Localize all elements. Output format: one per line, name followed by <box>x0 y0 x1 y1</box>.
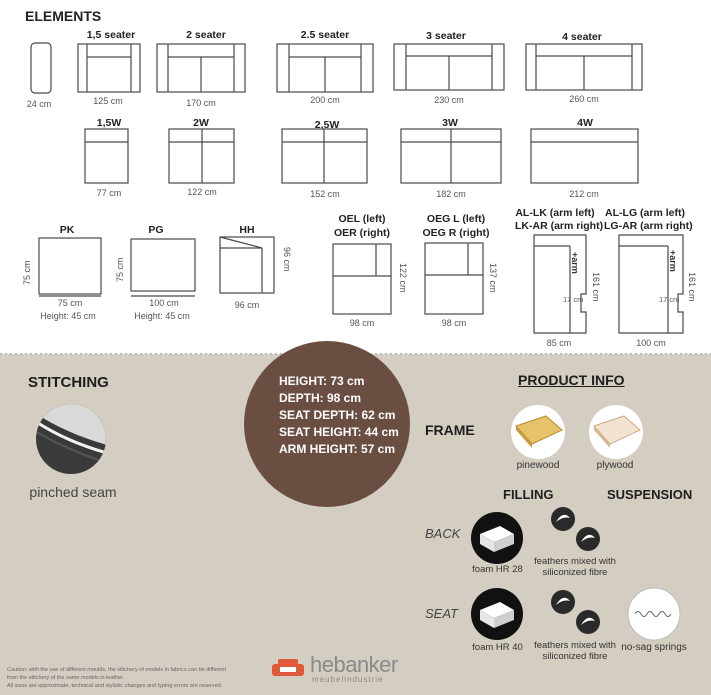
allg-inner: 17 cm <box>659 295 680 304</box>
seater-1-5-dim: 125 cm <box>93 96 123 106</box>
stitching-caption: pinched seam <box>29 484 117 500</box>
w-2-shape <box>168 128 235 184</box>
w-4-name: 4W <box>577 117 593 129</box>
w-3-dim: 182 cm <box>436 189 466 199</box>
oel-name-1: OEL (left) <box>338 213 386 225</box>
allk-depth: 161 cm <box>591 272 601 302</box>
dim-arm-height: ARM HEIGHT: 57 cm <box>279 442 396 456</box>
pg-width: 100 cm <box>149 298 179 308</box>
seat-feathers-image <box>548 589 604 637</box>
oeg-shape <box>424 242 484 315</box>
seat-label: SEAT <box>425 606 458 621</box>
dimension-list <box>279 373 419 458</box>
pg-name: PG <box>148 224 164 236</box>
springs-label: no-sag springs <box>621 642 687 653</box>
seater-4-name: 4 seater <box>562 31 602 43</box>
frame-label: FRAME <box>425 422 475 438</box>
hh-width: 96 cm <box>234 300 260 310</box>
seater-1-5-shape <box>77 43 141 93</box>
stitching-image <box>35 403 107 475</box>
caution-line-3: All sizes are approximate, technical and stylistic changes and typing errors are reserved. <box>7 683 223 689</box>
allk-inner: 17 cm <box>563 295 584 304</box>
product-panel <box>0 354 711 695</box>
seater-3-name: 3 seater <box>426 30 466 42</box>
stitching-title: STITCHING <box>28 374 109 391</box>
hh-depth: 96 cm <box>282 247 292 272</box>
pg-depth: 75 cm <box>115 257 125 282</box>
filling-label: FILLING <box>503 487 554 502</box>
seater-4-shape <box>525 43 643 91</box>
oeg-name-2: OEG R (right) <box>422 227 490 239</box>
dim-seat-depth: SEAT DEPTH: 62 cm <box>279 408 396 422</box>
seater-1-5-name: 1,5 seater <box>86 29 136 41</box>
allk-name-2: LK-AR (arm right) <box>515 220 604 232</box>
sofa-logo-icon <box>270 658 306 678</box>
pinewood-label: pinewood <box>516 460 560 471</box>
w-1-5-dim: 77 cm <box>96 188 122 198</box>
w-2-dim: 122 cm <box>187 187 217 197</box>
back-feathers-label: feathers mixed with siliconized fibre <box>534 556 616 578</box>
w-4-shape <box>530 128 639 184</box>
w-2-5-name: 2,5W <box>314 119 340 131</box>
seater-2-5-dim: 200 cm <box>310 95 340 105</box>
oel-shape <box>332 243 392 315</box>
suspension-label: SUSPENSION <box>607 487 693 502</box>
footer-caution <box>7 666 307 690</box>
dim-height: HEIGHT: 73 cm <box>279 374 365 388</box>
seater-3-dim: 230 cm <box>434 95 464 105</box>
allg-name-1: AL-LG (arm left) <box>605 207 685 219</box>
pinewood-image <box>510 404 566 460</box>
back-foam-image <box>470 512 524 564</box>
w-2-5-shape <box>281 128 368 184</box>
allg-arm: +arm <box>668 250 678 272</box>
pk-width: 75 cm <box>57 298 83 308</box>
elements-title: ELEMENTS <box>25 8 102 24</box>
oeg-width: 98 cm <box>441 318 467 328</box>
pk-height: Height: 45 cm <box>40 311 96 321</box>
w-2-5-dim: 152 cm <box>310 189 340 199</box>
allg-width: 100 cm <box>636 338 666 348</box>
w-1-5-name: 1,5W <box>96 117 122 129</box>
back-label: BACK <box>425 526 461 541</box>
back-foam-label: foam HR 28 <box>472 564 523 575</box>
product-info-title: PRODUCT INFO <box>518 372 625 388</box>
arm-dim: 24 cm <box>26 99 52 109</box>
oel-name-2: OER (right) <box>334 227 390 239</box>
seater-2-dim: 170 cm <box>186 98 216 108</box>
dim-depth: DEPTH: 98 cm <box>279 391 362 405</box>
plywood-image <box>588 404 644 460</box>
seater-2-name: 2 seater <box>186 29 226 41</box>
caution-line-1: Caution: with the use of different moulds, the stitchery of models in fabrics can be different <box>7 667 226 673</box>
seat-foam-image <box>470 588 524 640</box>
seater-2-5-name: 2.5 seater <box>300 29 350 41</box>
seater-3-shape <box>393 43 505 91</box>
allk-width: 85 cm <box>546 338 572 348</box>
allg-name-2: LG-AR (arm right) <box>604 220 693 232</box>
allk-name-1: AL-LK (arm left) <box>515 207 595 219</box>
seater-2-shape <box>156 43 246 93</box>
w-4-dim: 212 cm <box>569 189 599 199</box>
seater-4-dim: 260 cm <box>569 94 599 104</box>
seat-feathers-label: feathers mixed with siliconized fibre <box>534 640 616 662</box>
oeg-depth: 137 cm <box>488 263 498 293</box>
pg-height: Height: 45 cm <box>134 311 190 321</box>
w-2-name: 2W <box>193 117 209 129</box>
oel-depth: 122 cm <box>398 263 408 293</box>
back-feathers-image <box>548 506 604 554</box>
brand-sub: meubelindustrie <box>312 675 384 684</box>
caution-line-2: from the stitchery of the same models in leather. <box>7 675 125 681</box>
pk-depth: 75 cm <box>22 260 32 285</box>
plywood-label: plywood <box>596 460 634 471</box>
allk-shape <box>533 234 587 334</box>
allg-shape <box>618 234 684 334</box>
oel-width: 98 cm <box>349 318 375 328</box>
seater-2-5-shape <box>276 43 374 93</box>
allk-arm: +arm <box>570 252 580 274</box>
pg-shape <box>130 238 196 292</box>
arm-element <box>30 42 52 94</box>
hh-name: HH <box>239 224 255 236</box>
oeg-name-1: OEG L (left) <box>426 213 486 225</box>
dim-seat-height: SEAT HEIGHT: 44 cm <box>279 425 399 439</box>
springs-image <box>627 587 681 641</box>
pk-shape <box>38 237 102 295</box>
w-3-shape <box>400 128 502 184</box>
seat-foam-label: foam HR 40 <box>472 642 523 653</box>
w-3-name: 3W <box>442 117 458 129</box>
w-1-5-shape <box>84 128 129 184</box>
brand-name: hebanker <box>310 652 398 677</box>
allg-depth: 161 cm <box>687 272 697 302</box>
pk-name: PK <box>59 224 75 236</box>
hh-shape <box>219 236 275 294</box>
